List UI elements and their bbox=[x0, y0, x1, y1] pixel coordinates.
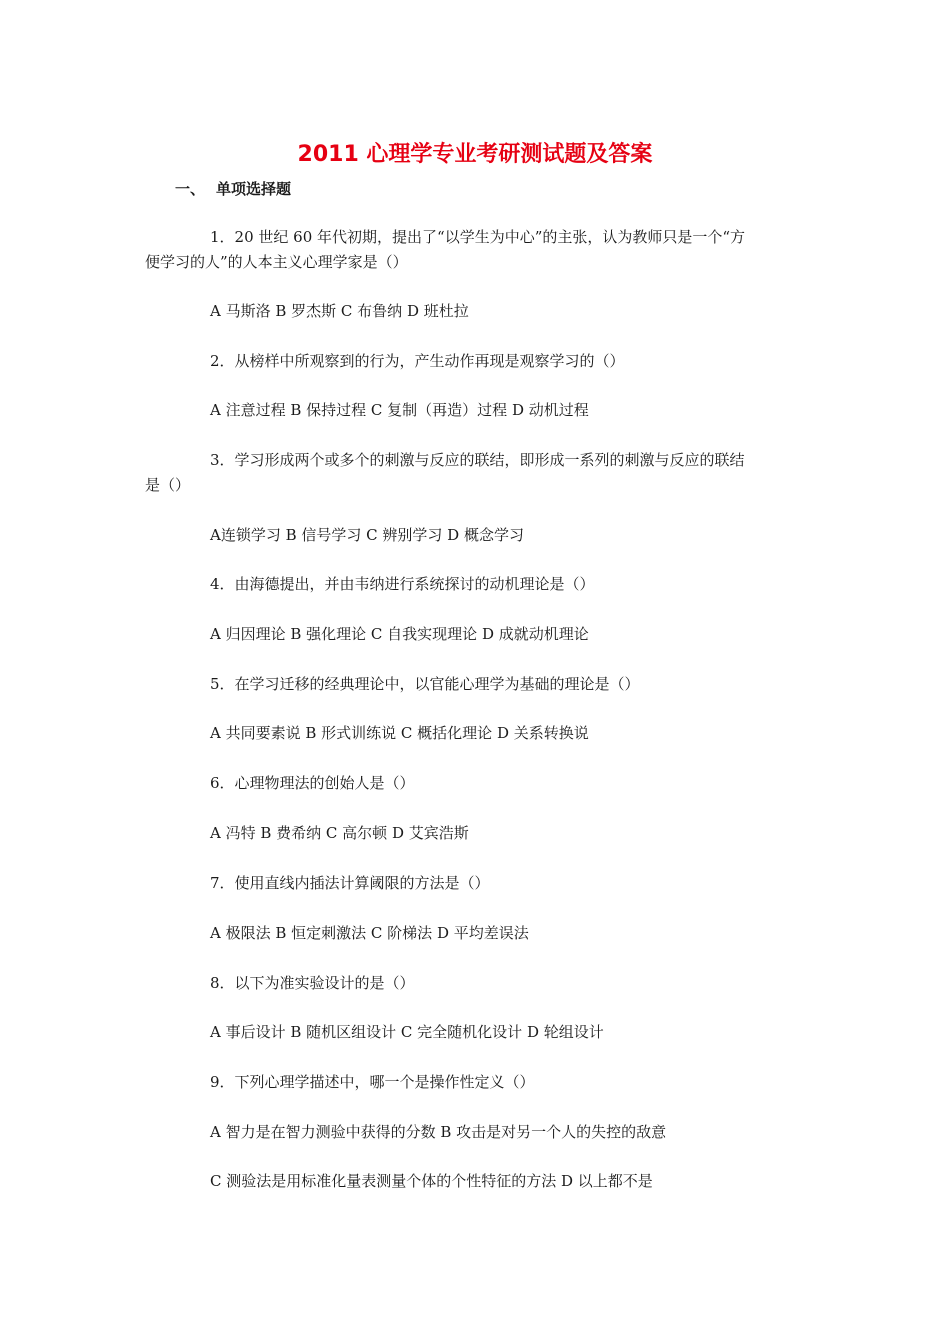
section-label: 单项选择题 bbox=[216, 180, 292, 198]
section-number: 一、 bbox=[175, 180, 206, 198]
question-8-options: A 事后设计 B 随机区组设计 C 完全随机化设计 D 轮组设计 bbox=[210, 1023, 604, 1041]
question-5-stem: 5．在学习迁移的经典理论中，以官能心理学为基础的理论是（） bbox=[210, 675, 640, 693]
question-3-stem-line1: 3．学习形成两个或多个的刺激与反应的联结，即形成一系列的刺激与反应的联结 bbox=[210, 451, 745, 469]
question-3-options: A连锁学习 B 信号学习 C 辨别学习 D 概念学习 bbox=[210, 526, 524, 544]
question-9-stem: 9．下列心理学描述中，哪一个是操作性定义（） bbox=[210, 1073, 535, 1091]
question-9-options-line1: A 智力是在智力测验中获得的分数 B 攻击是对另一个人的失控的敌意 bbox=[210, 1123, 667, 1141]
section-heading bbox=[175, 178, 291, 199]
question-8-stem: 8．以下为准实验设计的是（） bbox=[210, 974, 415, 992]
question-9-options-line2: C 测验法是用标准化量表测量个体的个性特征的方法 D 以上都不是 bbox=[210, 1172, 653, 1190]
question-5-options: A 共同要素说 B 形式训练说 C 概括化理论 D 关系转换说 bbox=[210, 724, 589, 742]
question-7-options: A 极限法 B 恒定刺激法 C 阶梯法 D 平均差误法 bbox=[210, 924, 529, 942]
question-2-stem: 2．从榜样中所观察到的行为，产生动作再现是观察学习的（） bbox=[210, 352, 625, 370]
question-6-options: A 冯特 B 费希纳 C 高尔顿 D 艾宾浩斯 bbox=[210, 824, 469, 842]
question-4-options: A 归因理论 B 强化理论 C 自我实现理论 D 成就动机理论 bbox=[210, 625, 589, 643]
question-2-options: A 注意过程 B 保持过程 C 复制（再造）过程 D 动机过程 bbox=[210, 401, 589, 419]
question-1-stem-line1: 1．20 世纪 60 年代初期，提出了“以学生为中心”的主张，认为教师只是一个“方 bbox=[210, 228, 746, 246]
document-title: 2011 心理学专业考研测试题及答案 bbox=[297, 142, 653, 167]
question-7-stem: 7．使用直线内插法计算阈限的方法是（） bbox=[210, 874, 490, 892]
question-1-options: A 马斯洛 B 罗杰斯 C 布鲁纳 D 班杜拉 bbox=[210, 302, 469, 320]
question-1-stem-line2: 便学习的人”的人本主义心理学家是（） bbox=[145, 253, 408, 271]
question-6-stem: 6．心理物理法的创始人是（） bbox=[210, 774, 415, 792]
question-4-stem: 4．由海德提出，并由韦纳进行系统探讨的动机理论是（） bbox=[210, 575, 595, 593]
question-3-stem-line2: 是（） bbox=[145, 476, 191, 494]
